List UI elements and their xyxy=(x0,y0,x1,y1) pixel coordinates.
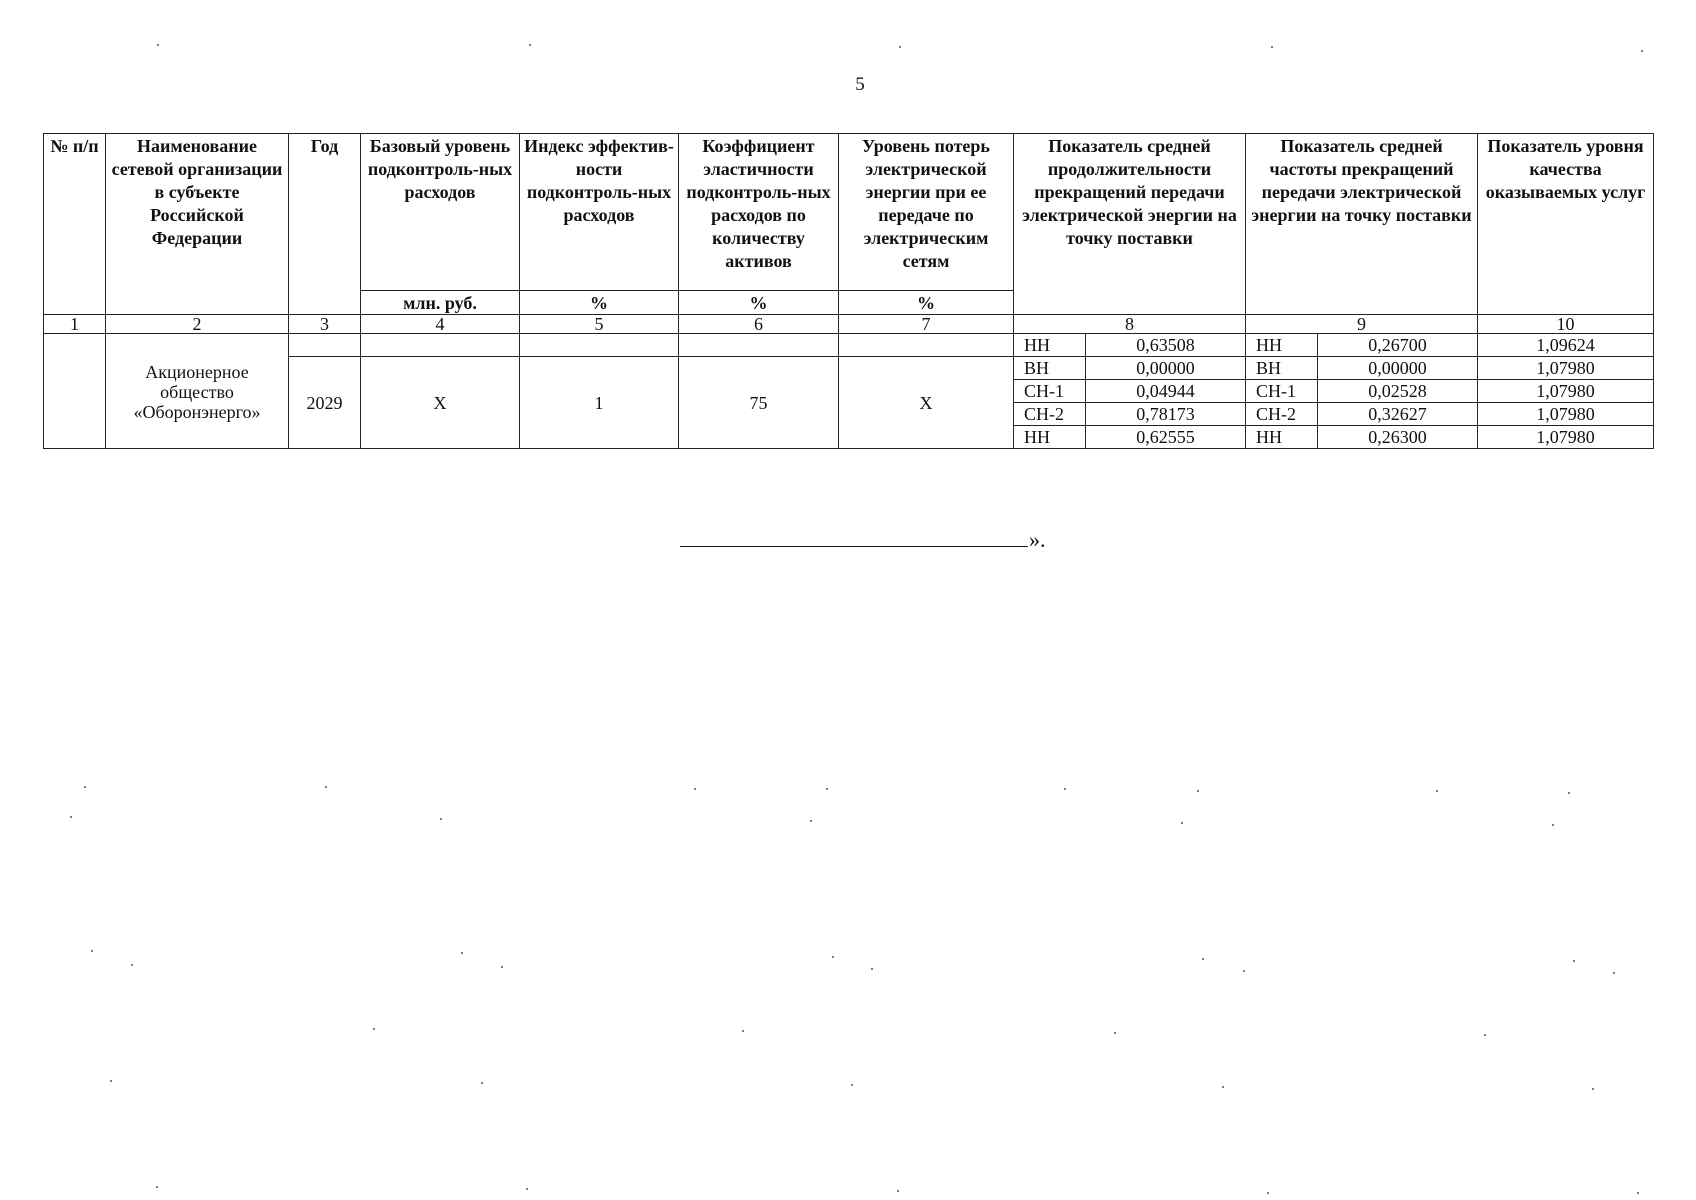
frequency-value: 0,26300 xyxy=(1318,426,1478,449)
header-year: Год xyxy=(289,134,361,315)
empty-cell xyxy=(679,334,839,357)
empty-cell xyxy=(289,334,361,357)
scan-speck xyxy=(529,44,531,46)
scan-speck xyxy=(1573,960,1575,962)
voltage-level: НН xyxy=(1246,426,1318,449)
scan-speck xyxy=(742,1030,744,1032)
scan-speck xyxy=(871,968,873,970)
scan-speck xyxy=(91,950,93,952)
scan-speck xyxy=(325,786,327,788)
duration-value: 0,04944 xyxy=(1086,380,1246,403)
indicators-table xyxy=(43,133,1654,449)
closing-underline xyxy=(680,526,1028,547)
scan-speck xyxy=(1484,1034,1486,1036)
scan-speck xyxy=(1197,790,1199,792)
frequency-value: 0,32627 xyxy=(1318,403,1478,426)
header-loss-level: Уровень потерь электрической энергии при ее передаче по электрическим сетям xyxy=(839,134,1014,291)
page-number: 5 xyxy=(855,74,865,95)
unit-loss-level: % xyxy=(839,291,1014,315)
column-number: 4 xyxy=(361,315,520,334)
duration-value: 0,00000 xyxy=(1086,357,1246,380)
scan-speck xyxy=(1637,1192,1639,1194)
frequency-value: 0,02528 xyxy=(1318,380,1478,403)
scan-speck xyxy=(1222,1086,1224,1088)
scan-speck xyxy=(131,964,133,966)
scan-speck xyxy=(851,1084,853,1086)
unit-efficiency-index: % xyxy=(520,291,679,315)
voltage-level: СН-2 xyxy=(1246,403,1318,426)
voltage-level: СН-2 xyxy=(1014,403,1086,426)
empty-cell xyxy=(361,334,520,357)
column-number: 9 xyxy=(1246,315,1478,334)
quality-value: 1,09624 xyxy=(1478,334,1654,357)
scan-speck xyxy=(440,818,442,820)
scan-speck xyxy=(157,44,159,46)
scan-speck xyxy=(1202,958,1204,960)
closing-line xyxy=(680,526,1046,553)
header-elasticity: Коэффициент эластичности подконтроль-ных расходов по количеству активов xyxy=(679,134,839,291)
scan-speck xyxy=(1181,822,1183,824)
scan-speck xyxy=(373,1028,375,1030)
scan-speck xyxy=(1552,824,1554,826)
empty-cell xyxy=(520,334,679,357)
scan-speck xyxy=(1436,790,1438,792)
scan-speck xyxy=(1243,970,1245,972)
year-value: 2029 xyxy=(289,357,361,449)
scan-speck xyxy=(810,820,812,822)
header-quality: Показатель уровня качества оказываемых услуг xyxy=(1478,134,1654,315)
unit-base-level: млн. руб. xyxy=(361,291,520,315)
header-organization: Наименование сетевой организации в субъекте Российской Федерации xyxy=(106,134,289,315)
scan-speck xyxy=(1568,792,1570,794)
scan-speck xyxy=(897,1190,899,1192)
duration-value: 0,63508 xyxy=(1086,334,1246,357)
quality-value: 1,07980 xyxy=(1478,380,1654,403)
scan-speck xyxy=(899,46,901,48)
header-base-level: Базовый уровень подконтроль-ных расходов xyxy=(361,134,520,291)
scan-speck xyxy=(461,952,463,954)
closing-quote: ». xyxy=(1029,527,1046,552)
duration-value: 0,78173 xyxy=(1086,403,1246,426)
voltage-level: НН xyxy=(1014,426,1086,449)
organization-name: Акционерное общество «Оборонэнерго» xyxy=(106,334,289,449)
column-number: 5 xyxy=(520,315,679,334)
scan-speck xyxy=(1271,46,1273,48)
loss-level-value: Х xyxy=(839,357,1014,449)
voltage-level: СН-1 xyxy=(1246,380,1318,403)
unit-elasticity: % xyxy=(679,291,839,315)
column-number: 7 xyxy=(839,315,1014,334)
scan-speck xyxy=(1613,972,1615,974)
column-number: 3 xyxy=(289,315,361,334)
voltage-level: НН xyxy=(1246,334,1318,357)
column-number: 2 xyxy=(106,315,289,334)
scan-speck xyxy=(1592,1088,1594,1090)
quality-value: 1,07980 xyxy=(1478,357,1654,380)
column-numbers-row xyxy=(44,315,1654,334)
scan-speck xyxy=(826,788,828,790)
elasticity-value: 75 xyxy=(679,357,839,449)
row-number-cell xyxy=(44,334,106,449)
scan-speck xyxy=(1114,1032,1116,1034)
scan-speck xyxy=(70,816,72,818)
voltage-level: НН xyxy=(1014,334,1086,357)
frequency-value: 0,00000 xyxy=(1318,357,1478,380)
scan-speck xyxy=(156,1186,158,1188)
scan-speck xyxy=(1064,788,1066,790)
column-number: 1 xyxy=(44,315,106,334)
scan-speck xyxy=(832,956,834,958)
scan-speck xyxy=(1641,50,1643,52)
duration-value: 0,62555 xyxy=(1086,426,1246,449)
efficiency-index-value: 1 xyxy=(520,357,679,449)
scan-speck xyxy=(481,1082,483,1084)
scan-speck xyxy=(694,788,696,790)
scan-speck xyxy=(1267,1192,1269,1194)
column-number: 10 xyxy=(1478,315,1654,334)
scan-speck xyxy=(110,1080,112,1082)
header-efficiency-index: Индекс эффектив-ности подконтроль-ных расходов xyxy=(520,134,679,291)
voltage-level: СН-1 xyxy=(1014,380,1086,403)
base-level-value: Х xyxy=(361,357,520,449)
column-number: 8 xyxy=(1014,315,1246,334)
header-row xyxy=(44,134,1654,291)
voltage-level: ВН xyxy=(1014,357,1086,380)
scan-speck xyxy=(501,966,503,968)
table-row xyxy=(44,334,1654,357)
voltage-level: ВН xyxy=(1246,357,1318,380)
frequency-value: 0,26700 xyxy=(1318,334,1478,357)
column-number: 6 xyxy=(679,315,839,334)
scan-speck xyxy=(526,1188,528,1190)
quality-value: 1,07980 xyxy=(1478,426,1654,449)
header-frequency: Показатель средней частоты прекращений передачи электрической энергии на точку поставки xyxy=(1246,134,1478,315)
header-number: № п/п xyxy=(44,134,106,315)
scan-speck xyxy=(84,786,86,788)
header-duration: Показатель средней продолжительности прекращений передачи электрической энергии на точку поставки xyxy=(1014,134,1246,315)
empty-cell xyxy=(839,334,1014,357)
quality-value: 1,07980 xyxy=(1478,403,1654,426)
